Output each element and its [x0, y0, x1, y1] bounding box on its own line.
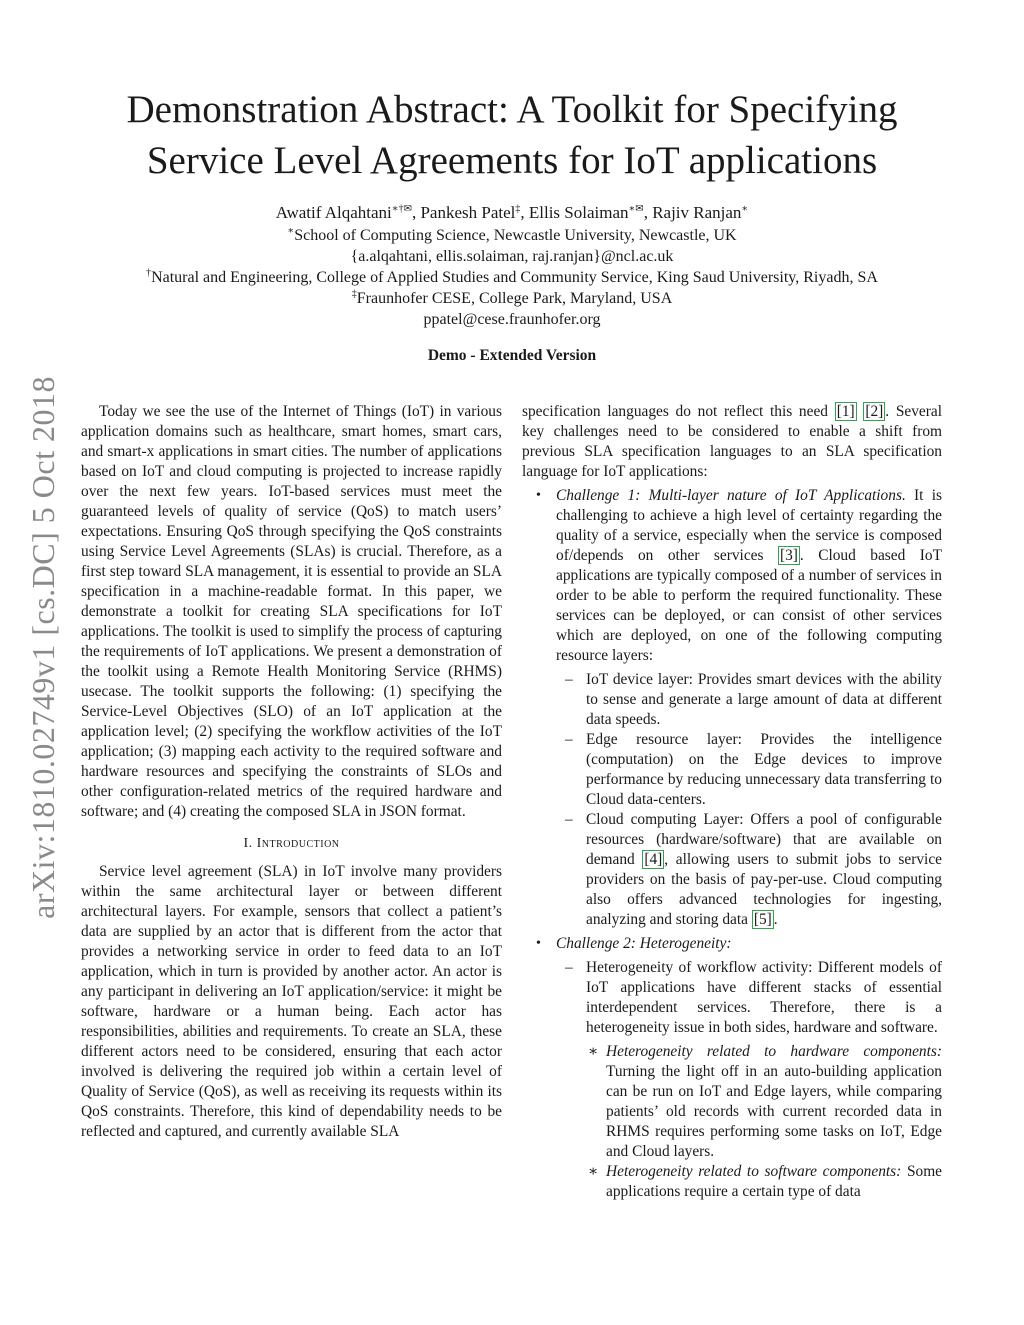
challenge-1-item [522, 486, 942, 930]
affiliation-fraunhofer-mark: ‡ [351, 288, 357, 300]
title-line-1: Demonstration Abstract: A Toolkit for Specifying [126, 88, 898, 131]
layer-item-iot [556, 670, 942, 730]
dash-icon: – [565, 731, 573, 748]
challenge-2-item [522, 934, 942, 1202]
author-4: , Rajiv Ranjan [643, 203, 742, 222]
affiliation-ncl-text: School of Computing Science, Newcastle University, Newcastle, UK [294, 227, 737, 244]
citation-2[interactable]: [2] [865, 403, 884, 420]
heterogeneity-workflow-text: Heterogeneity of workflow activity: Different models of IoT applications have different stacks of essential interdependent services. Therefore, there is a heterogeneity issue in both sides, hardware and software. [586, 959, 942, 1036]
author-4-marks: ∗ [741, 203, 749, 215]
arxiv-stamp-text: arXiv:1810.02749v1 [cs.DC] 5 Oct 2018 [24, 375, 61, 919]
affiliation-ksu-mark: † [146, 267, 152, 279]
affiliation-fraunhofer [80, 288, 944, 309]
affiliation-ksu [80, 267, 944, 288]
right-p1-text-a: specification languages do not reflect this need [522, 403, 835, 420]
citation-3[interactable]: [3] [779, 547, 798, 564]
affiliation-ncl-mark: ∗ [287, 225, 295, 237]
author-1-marks: ∗†✉ [391, 203, 412, 215]
heterogeneity-software-item [586, 1162, 942, 1202]
right-paragraph-1 [522, 402, 942, 482]
right-p1-text-b: . Several key challenges need to be considered to enable a shift from previous SLA specification languages to an SLA specification language for IoT applications: [522, 403, 942, 480]
dash-icon: – [565, 959, 573, 976]
layer-item-edge-text: Edge resource layer: Provides the intelligence (computation) on the Edge devices to improve performance by reducing unnecessary data transferring to Cloud data-centers. [586, 731, 942, 808]
title-line-2: Service Level Agreements for IoT applications [146, 139, 878, 182]
author-block [80, 201, 944, 330]
layer-item-cloud-text-a: Cloud computing Layer: Offers a pool of configurable resources (hardware/software) that are available on demand [586, 811, 942, 868]
bullet-icon: • [536, 488, 541, 503]
heterogeneity-hardware-text: Turning the light off in an auto-building application can be run on IoT and Edge layers, while comparing patients’ old records with current recorded data in RHMS requires performing some tasks on IoT, Edge and Cloud layers. [606, 1063, 942, 1160]
challenge-2-title: Challenge 2: Heterogeneity: [556, 935, 732, 952]
heterogeneity-software-title: Heterogeneity related to software components: [606, 1163, 902, 1180]
demo-label: Demo - Extended Version [427, 347, 597, 364]
introduction-paragraph: Service level agreement (SLA) in IoT involve many providers within the same architectural layer or between different architectural layers. For example, sensors that collect a patient’s data are supplied by an actor that is different from the actor that provides a networking service in order to feed data to an IoT application, which in turn is provided by another actor. An actor is any participant in delivering an IoT application/service: it might be software, hardware or a human being. Each actor has responsibilities, abilities and requirements. To create an SLA, these different actors need to be considered, ensuring that each actor involved is delivering the required job within a certain level of Quality of Service (QoS), as well as receiving its requests within its QoS constraints. Therefore, this kind of dependability needs to be reflected and captured, and currently available SLA [81, 863, 502, 1140]
heterogeneity-hardware-item [586, 1042, 942, 1162]
author-1: Awatif Alqahtani [275, 203, 392, 222]
dash-icon: – [565, 811, 573, 828]
heterogeneity-hardware-title: Heterogeneity related to hardware components: [606, 1043, 942, 1060]
arxiv-stamp [18, 364, 68, 930]
heterogeneity-workflow-item [556, 958, 942, 1202]
dash-icon: – [565, 671, 573, 688]
citation-5[interactable]: [5] [753, 911, 772, 928]
affiliation-fraunhofer-email: ppatel@cese.fraunhofer.org [423, 311, 601, 328]
abstract-paragraph: Today we see the use of the Internet of Things (IoT) in various application domains such as healthcare, smart homes, smart cars, and smart-x applications in smart cities. The number of applications based on IoT and cloud computing is projected to increase rapidly over the next few years. IoT-based services must meet the guaranteed levels of quality of service (QoS) to match users’ expectations. Ensuring QoS through specifying the QoS constraints using Service Level Agreements (SLAs) is crucial. Therefore, as a first step toward SLA management, it is essential to provide an SLA specification in a machine-readable format. In this paper, we demonstrate a toolkit for creating SLA specifications for IoT applications. The toolkit is used to simplify the process of capturing the requirements of IoT applications. We present a demonstration of the toolkit using a Remote Health Monitoring Service (RHMS) usecase. The toolkit supports the following: (1) specifying the Service-Level Objectives (SLO) of an IoT application at the application level; (2) specifying the workflow activities of the IoT application; (3) mapping each activity to the required software and hardware resources and specifying the constraints of SLOs and other configuration-related metrics of the required hardware and software; and (4) creating the composed SLA in JSON format. [81, 403, 502, 820]
heterogeneity-list [556, 958, 942, 1202]
layer-item-cloud [556, 810, 942, 930]
challenge-list [522, 486, 942, 1202]
bullet-icon: • [536, 936, 541, 951]
heterogeneity-sublist [586, 1042, 942, 1202]
section-heading-introduction: I. Introduction [243, 836, 340, 851]
challenge-1-text-a: It is challenging to achieve a high level of certainty regarding the quality of a service, especially when the service is composed of/depends on other services [556, 487, 942, 564]
author-names [80, 201, 944, 225]
layer-item-cloud-text-c: . [773, 911, 778, 928]
asterisk-icon: ∗ [588, 1043, 599, 1060]
affiliation-ksu-text: Natural and Engineering, College of Applied Studies and Community Service, King Saud University, Riyadh, SA [151, 269, 878, 286]
author-2-marks: ‡ [515, 203, 521, 215]
affiliation-fraunhofer-text: Fraunhofer CESE, College Park, Maryland, USA [356, 290, 673, 307]
layer-list [556, 670, 942, 930]
citation-1[interactable]: [1] [836, 403, 855, 420]
citation-4[interactable]: [4] [644, 851, 663, 868]
author-3: , Ellis Solaiman [520, 203, 629, 222]
left-column [81, 402, 502, 1142]
layer-item-cloud-text-b: , allowing users to submit jobs to service providers on the basis of pay-per-use. Cloud computing also offers advanced technologies for ingesting, analyzing and storing data [586, 851, 942, 928]
challenge-1-text-b: . Cloud based IoT applications are typically composed of a number of services in order to be able to perform the required functionality. These services can be deployed, or can consist of other services which are deployed, on one of the following computing resource layers: [556, 547, 942, 664]
right-column [522, 402, 942, 1206]
heterogeneity-software-text: Some applications require a certain type of data [606, 1163, 943, 1200]
affiliation-ncl [80, 225, 944, 246]
author-3-marks: ∗✉ [628, 203, 644, 215]
affiliation-ncl-emails: {a.alqahtani, ellis.solaiman, raj.ranjan}@ncl.ac.uk [350, 248, 674, 265]
challenge-1-title: Challenge 1: Multi-layer nature of IoT Applications. [556, 487, 906, 504]
author-2: , Pankesh Patel [411, 203, 516, 222]
paper-title [80, 84, 944, 186]
layer-item-edge [556, 730, 942, 810]
asterisk-icon: ∗ [588, 1163, 599, 1180]
layer-item-iot-text: IoT device layer: Provides smart devices with the ability to sense and generate a large amount of data at different data speeds. [586, 671, 942, 728]
